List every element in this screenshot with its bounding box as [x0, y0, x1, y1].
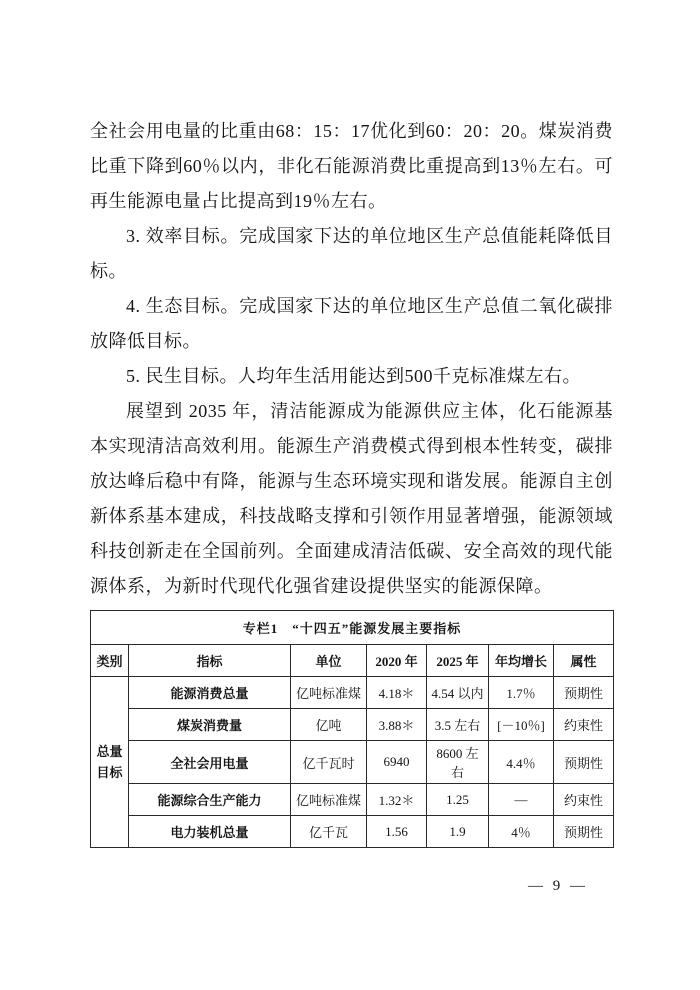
cell-indicator: 能源综合生产能力 [129, 784, 291, 816]
cell-indicator: 电力装机总量 [129, 816, 291, 848]
cell-indicator: 能源消费总量 [129, 677, 291, 709]
cell-2020: 1.32＊ [367, 784, 427, 816]
cell-growth: 4.4％ [489, 741, 554, 784]
table-header-row [91, 645, 614, 677]
cell-2020: 1.56 [367, 816, 427, 848]
paragraph-continuation: 全社会用电量的比重由68：15：17优化到60：20：20。煤炭消费比重下降到60％以内，非化石能源消费比重提高到13％左右。可再生能源电量占比提高到19％左右。 [90, 121, 613, 211]
cell-2020: 6940 [367, 741, 427, 784]
cell-2020: 4.18＊ [367, 677, 427, 709]
cell-2025: 1.9 [427, 816, 489, 848]
cell-attribute: 预期性 [554, 677, 614, 709]
cell-indicator: 煤炭消费量 [129, 709, 291, 741]
indicators-table-wrapper [90, 610, 613, 848]
category-cell: 总量目标 [91, 677, 129, 848]
header-indicator: 指标 [129, 645, 291, 677]
cell-2025: 8600 左右 [427, 741, 489, 784]
paragraph-livelihood-goal: 5. 民生目标。人均年生活用能达到500千克标准煤左右。 [126, 366, 581, 386]
header-attribute: 属性 [554, 645, 614, 677]
cell-attribute: 预期性 [554, 816, 614, 848]
cell-unit: 亿千瓦 [291, 816, 367, 848]
cell-2025: 3.5 左右 [427, 709, 489, 741]
page-number: — 9 — [528, 878, 588, 894]
indicators-table [90, 610, 614, 848]
paragraph-outlook-2035: 展望到 2035 年，清洁能源成为能源供应主体，化石能源基本实现清洁高效利用。能源生产消费模式得到根本性转变，碳排放达峰后稳中有降，能源与生态环境实现和谐发展。能源自主创新体系基本建成，科技战略支撑和引领作用显著增强，能源领域科技创新走在全国前列。全面建成清洁低碳、安全高效的现代能源体系，为新时代现代化强省建设提供坚实的能源保障。 [90, 401, 613, 596]
table-row [91, 816, 614, 848]
table-title-row [91, 611, 614, 645]
cell-2020: 3.88＊ [367, 709, 427, 741]
cell-growth: [－10％] [489, 709, 554, 741]
cell-attribute: 约束性 [554, 709, 614, 741]
header-growth: 年均增长 [489, 645, 554, 677]
header-category: 类别 [91, 645, 129, 677]
cell-unit: 亿千瓦时 [291, 741, 367, 784]
cell-growth: — [489, 784, 554, 816]
cell-attribute: 约束性 [554, 784, 614, 816]
cell-attribute: 预期性 [554, 741, 614, 784]
header-unit: 单位 [291, 645, 367, 677]
cell-unit: 亿吨标准煤 [291, 677, 367, 709]
cell-2025: 1.25 [427, 784, 489, 816]
cell-unit: 亿吨 [291, 709, 367, 741]
cell-growth: 4％ [489, 816, 554, 848]
table-row [91, 677, 614, 709]
table-title: 专栏1 “十四五”能源发展主要指标 [91, 611, 614, 645]
cell-indicator: 全社会用电量 [129, 741, 291, 784]
table-row [91, 784, 614, 816]
header-2025: 2025 年 [427, 645, 489, 677]
header-2020: 2020 年 [367, 645, 427, 677]
paragraph-efficiency-goal: 3. 效率目标。完成国家下达的单位地区生产总值能耗降低目标。 [90, 226, 613, 281]
cell-2025: 4.54 以内 [427, 677, 489, 709]
table-row [91, 741, 614, 784]
body-text [90, 114, 613, 848]
paragraph-ecology-goal: 4. 生态目标。完成国家下达的单位地区生产总值二氧化碳排放降低目标。 [90, 296, 613, 351]
cell-unit: 亿吨标准煤 [291, 784, 367, 816]
table-row [91, 709, 614, 741]
cell-growth: 1.7％ [489, 677, 554, 709]
